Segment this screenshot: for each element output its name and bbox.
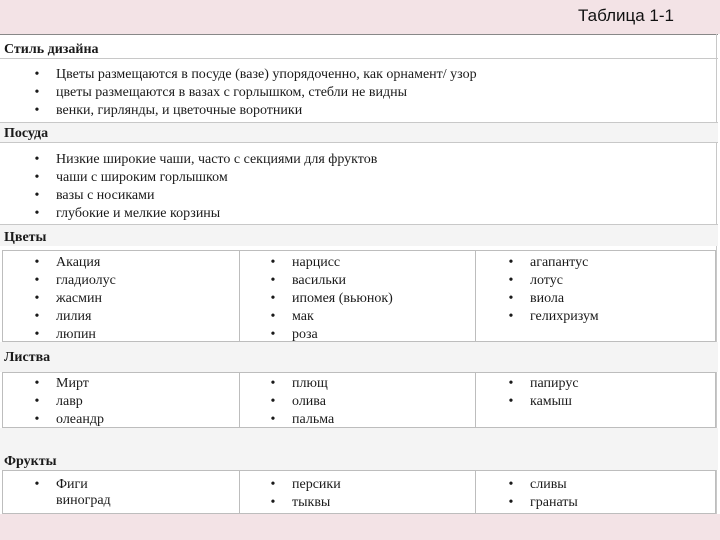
- bullet-icon: •: [34, 103, 40, 118]
- list-item: • Акация: [30, 254, 116, 272]
- column-divider: [239, 471, 240, 513]
- list-item: • папирус: [504, 375, 579, 393]
- bullet-icon: •: [34, 477, 40, 492]
- section-title-fruits: Фрукты: [4, 454, 57, 469]
- bullet-icon: •: [270, 495, 276, 510]
- list-item: • Мирт: [30, 375, 104, 393]
- bullet-icon: •: [34, 206, 40, 221]
- section-band: [0, 428, 718, 470]
- bullet-icon: •: [508, 309, 514, 324]
- divider: [0, 58, 718, 59]
- bullet-icon: •: [34, 255, 40, 270]
- bullet-icon: •: [34, 376, 40, 391]
- list-item: • гладиолус: [30, 272, 116, 290]
- bullet-icon: •: [270, 291, 276, 306]
- list-item: • пальма: [266, 411, 334, 429]
- bullet-icon: •: [270, 477, 276, 492]
- list-item: • тыквы: [266, 494, 341, 512]
- list-item: • камыш: [504, 393, 579, 411]
- list-item: • люпин: [30, 326, 116, 344]
- list-item: • олеандр: [30, 411, 104, 429]
- section-title-foliage: Листва: [4, 350, 51, 365]
- foliage-col-3: [504, 375, 579, 411]
- list-item: • чаши с широким горлышком: [30, 169, 377, 187]
- bullet-icon: •: [270, 255, 276, 270]
- document-table: [0, 34, 720, 514]
- list-item: • Низкие широкие чаши, часто с секциями для фруктов: [30, 151, 377, 169]
- list-item: • нарцисс: [266, 254, 393, 272]
- slide-footer: [0, 514, 720, 540]
- list-item: • гранаты: [504, 494, 578, 512]
- column-divider: [239, 251, 240, 341]
- slide-title: Таблица 1-1: [578, 6, 674, 25]
- list-item: • роза: [266, 326, 393, 344]
- fruits-col-3: [504, 476, 578, 512]
- list-item: • вазы с носиками: [30, 187, 377, 205]
- divider: [0, 224, 718, 225]
- top-border: [0, 34, 718, 35]
- column-divider: [475, 373, 476, 427]
- bullet-icon: •: [34, 85, 40, 100]
- foliage-grid: [2, 372, 716, 428]
- column-divider: [475, 471, 476, 513]
- list-item: • персики: [266, 476, 341, 494]
- list-item: • жасмин: [30, 290, 116, 308]
- plain-item: виноград: [56, 493, 111, 508]
- vessels-list: [30, 151, 377, 223]
- list-item: • Цветы размещаются в посуде (вазе) упорядоченно, как орнамент/ узор: [30, 66, 477, 84]
- bullet-icon: •: [34, 67, 40, 82]
- bullet-icon: •: [270, 273, 276, 288]
- section-band: [0, 122, 718, 142]
- list-item: • мак: [266, 308, 393, 326]
- bullet-icon: •: [34, 273, 40, 288]
- fruits-col-2: [266, 476, 341, 512]
- bullet-icon: •: [508, 291, 514, 306]
- bullet-icon: •: [34, 291, 40, 306]
- list-item: • сливы: [504, 476, 578, 494]
- bullet-icon: •: [508, 255, 514, 270]
- divider: [0, 122, 718, 123]
- flowers-col-3: [504, 254, 599, 326]
- flowers-col-2: [266, 254, 393, 344]
- slide-header: [0, 0, 720, 34]
- bullet-icon: •: [270, 394, 276, 409]
- bullet-icon: •: [34, 412, 40, 427]
- list-item: • цветы размещаются в вазах с горлышком, стебли не видны: [30, 84, 477, 102]
- bullet-icon: •: [34, 188, 40, 203]
- list-item: • глубокие и мелкие корзины: [30, 205, 377, 223]
- bullet-icon: •: [270, 327, 276, 342]
- bullet-icon: •: [34, 309, 40, 324]
- list-item: • венки, гирлянды, и цветочные воротники: [30, 102, 477, 120]
- list-item: • лилия: [30, 308, 116, 326]
- bullet-icon: •: [508, 495, 514, 510]
- bullet-icon: •: [508, 394, 514, 409]
- list-item: • ипомея (вьюнок): [266, 290, 393, 308]
- bullet-icon: •: [270, 412, 276, 427]
- list-item: • гелихризум: [504, 308, 599, 326]
- list-item: • лавр: [30, 393, 104, 411]
- bullet-icon: •: [270, 309, 276, 324]
- list-item: • лотус: [504, 272, 599, 290]
- bullet-icon: •: [34, 152, 40, 167]
- bullet-icon: •: [508, 376, 514, 391]
- list-item: • олива: [266, 393, 334, 411]
- list-item: • виола: [504, 290, 599, 308]
- foliage-col-1: [30, 375, 104, 429]
- column-divider: [475, 251, 476, 341]
- section-title-style: Стиль дизайна: [4, 42, 99, 57]
- bullet-icon: •: [508, 477, 514, 492]
- section-title-flowers: Цветы: [4, 230, 47, 245]
- bullet-icon: •: [34, 327, 40, 342]
- list-item: • агапантус: [504, 254, 599, 272]
- list-item: • Фиги: [30, 476, 88, 494]
- bullet-icon: •: [508, 273, 514, 288]
- bullet-icon: •: [34, 170, 40, 185]
- bullet-icon: •: [270, 376, 276, 391]
- section-band: [0, 224, 718, 246]
- foliage-col-2: [266, 375, 334, 429]
- style-list: [30, 66, 477, 120]
- divider: [0, 142, 718, 143]
- list-item: • васильки: [266, 272, 393, 290]
- flowers-col-1: [30, 254, 116, 344]
- section-band: [0, 342, 718, 372]
- section-title-vessels: Посуда: [4, 126, 49, 141]
- list-item: • плющ: [266, 375, 334, 393]
- bullet-icon: •: [34, 394, 40, 409]
- column-divider: [239, 373, 240, 427]
